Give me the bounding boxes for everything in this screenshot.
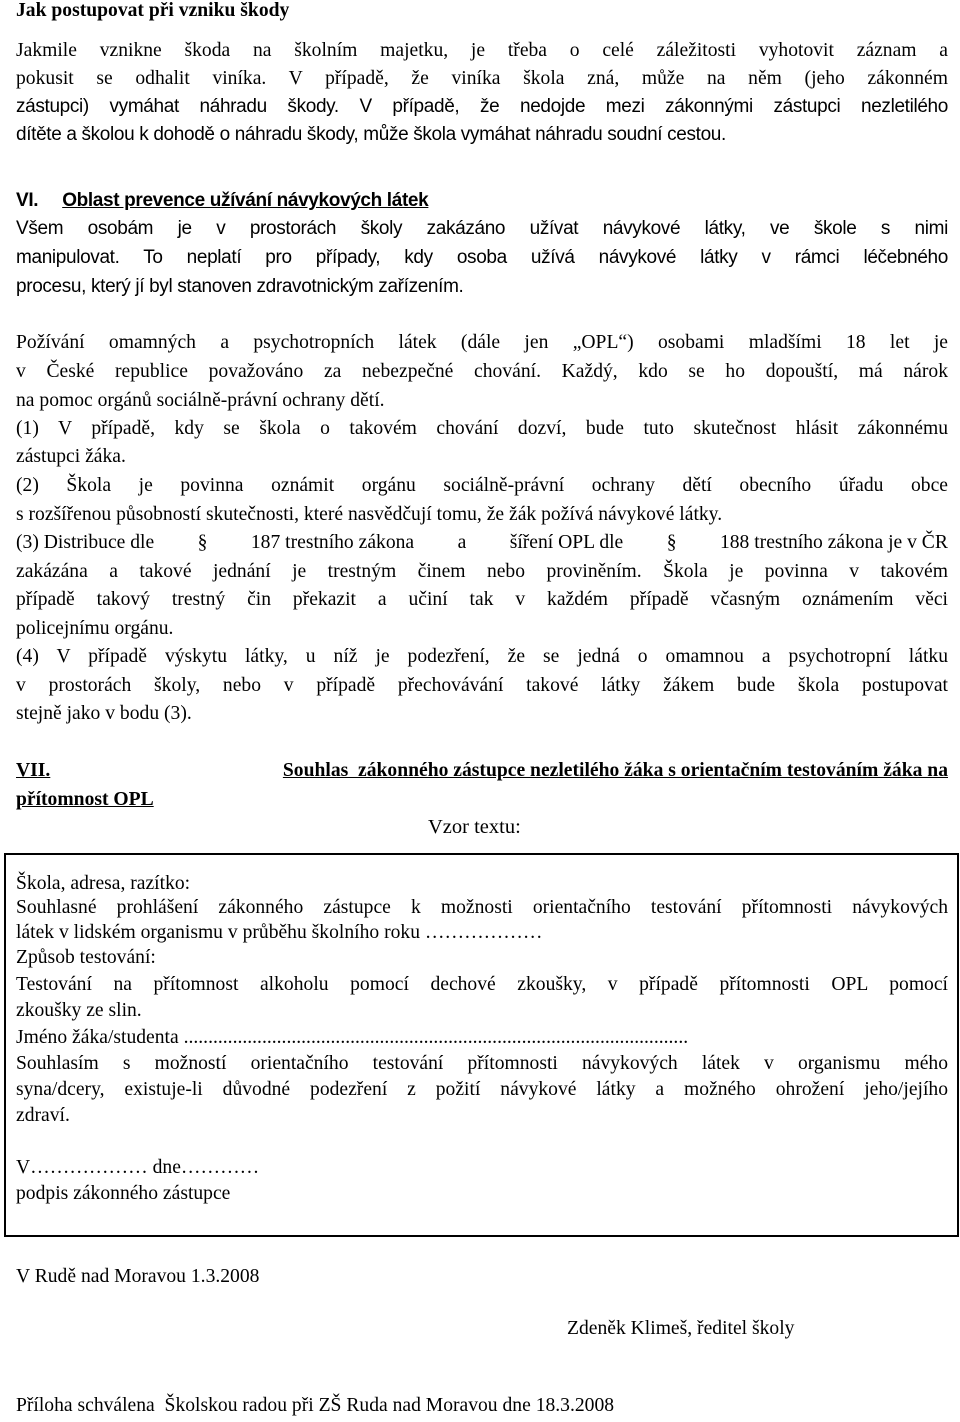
point-3-line-3: případě takový trestný čin překazit a učiní tak v každém případě včasným oznámením věci bbox=[16, 589, 948, 610]
form-signature-label: podpis zákonného zástupce bbox=[16, 1183, 231, 1204]
form-testing-line-2: zkoušky ze slin. bbox=[16, 1000, 142, 1021]
point-1-line-1: (1) V případě, kdy se škola o takovém chování dozví, bude tuto skutečnost hlásit zákonnému bbox=[16, 418, 948, 439]
point-3-line-2: zakázána a takové jednání je trestným činem nebo proviněním. Škola je povinna v takovém bbox=[16, 561, 948, 582]
form-school-label: Škola, adresa, razítko: bbox=[16, 873, 191, 894]
point-3-part-5: 188 trestního zákona je v ČR bbox=[719, 532, 948, 553]
footer-approval-note: Příloha schválena Školskou radou při ZŠ Ruda nad Moravou dne 18.3.2008 bbox=[16, 1395, 615, 1416]
opl-line-2: v České republice považováno za nebezpečné chování. Každý, kdo se ho dopouští, má nárok bbox=[16, 361, 948, 382]
point-3-part-2: 187 trestního zákona bbox=[250, 532, 415, 553]
section-vi-title: Oblast prevence užívání návykových látek bbox=[62, 190, 429, 211]
form-place-date: V……………… dne………… bbox=[16, 1157, 260, 1178]
opl-line-1: Požívání omamných a psychotropních látek (dále jen „OPL“) osobami mladšími 18 let je bbox=[16, 332, 948, 353]
form-consent-line-3: zdraví. bbox=[16, 1105, 70, 1126]
vi-line-2: manipulovat. To neplatí pro případy, kdy osoba užívá návykové látky v rámci léčebného bbox=[16, 247, 948, 268]
form-statement-line-2: látek v lidském organismu v průběhu školního roku ……………… bbox=[16, 922, 543, 943]
vi-line-3: procesu, který jí byl stanoven zdravotnickým zařízením. bbox=[16, 276, 464, 297]
point-4-line-2: v prostorách školy, nebo v případě přechovávání takové látky žákem bude škola postupovat bbox=[16, 675, 948, 696]
opl-line-3: na pomoc orgánů sociálně-právní ochrany dětí. bbox=[16, 390, 385, 411]
form-consent-line-1: Souhlasím s možností orientačního testování přítomnosti návykových látek v organismu mého bbox=[16, 1053, 948, 1074]
footer-signatory: Zdeněk Klimeš, ředitel školy bbox=[567, 1318, 795, 1339]
footer-place-date: V Rudě nad Moravou 1.3.2008 bbox=[16, 1266, 260, 1287]
section-vi-heading bbox=[16, 190, 428, 212]
form-student-name-field: Jméno žáka/studenta ....................................................................................................... bbox=[16, 1027, 689, 1048]
section-sign-b: § bbox=[666, 532, 677, 553]
point-3-part-3: a bbox=[457, 532, 467, 553]
point-2-line-2: s rozšířenou působností skutečnosti, které nasvědčují tomu, že žák požívá návykové látky. bbox=[16, 504, 723, 525]
section-vii-heading bbox=[16, 760, 948, 782]
damage-line-4: dítěte a školou k dohodě o náhradu škody, může škola vymáhat náhradu soudní cestou. bbox=[16, 124, 726, 145]
point-3-line-4: policejnímu orgánu. bbox=[16, 618, 174, 639]
form-testing-line-1: Testování na přítomnost alkoholu pomocí dechové zkoušky, v případě přítomnosti OPL pomocí bbox=[16, 974, 948, 995]
damage-line-3: zástupci) vymáhat náhradu škody. V případě, že nedojde mezi zákonnými zástupci nezletilého bbox=[16, 96, 948, 117]
section-vii-title-line-1: Souhlas zákonného zástupce nezletilého žáka s orientačním testováním žáka na bbox=[282, 760, 948, 781]
damage-heading: Jak postupovat při vzniku škody bbox=[16, 0, 290, 21]
damage-line-1: Jakmile vznikne škoda na školním majetku, je třeba o celé záležitosti vyhotovit záznam a bbox=[16, 40, 948, 61]
point-2-line-1: (2) Škola je povinna oznámit orgánu sociálně-právní ochrany dětí obecního úřadu obce bbox=[16, 475, 948, 496]
point-3-part-4: šíření OPL dle bbox=[509, 532, 624, 553]
section-sign-a: § bbox=[197, 532, 208, 553]
vi-line-1: Všem osobám je v prostorách školy zakázáno užívat návykové látky, ve škole s nimi bbox=[16, 218, 948, 239]
form-testing-label: Způsob testování: bbox=[16, 947, 156, 968]
section-vi-number: VI. bbox=[16, 190, 39, 211]
section-vii-number: VII. bbox=[16, 760, 51, 781]
point-3-line-1 bbox=[16, 532, 948, 554]
section-vii-title-line-2: přítomnost OPL bbox=[16, 789, 154, 810]
point-4-line-1: (4) V případě výskytu látky, u níž je podezření, že se jedná o omamnou a psychotropní látku bbox=[16, 646, 948, 667]
damage-line-2: pokusit se odhalit viníka. V případě, že viníka škola zná, může na něm (jeho zákonném bbox=[16, 68, 948, 89]
template-label: Vzor textu: bbox=[428, 816, 521, 838]
form-statement-line-1: Souhlasné prohlášení zákonného zástupce k možnosti orientačního testování přítomnosti návykových bbox=[16, 897, 948, 918]
form-consent-line-2: syna/dcery, existuje-li důvodné podezření z požití návykové látky a možného ohrožení jeho/jejího bbox=[16, 1079, 948, 1100]
point-3-part-1: (3) Distribuce dle bbox=[16, 532, 155, 553]
point-4-line-3: stejně jako v bodu (3). bbox=[16, 703, 192, 724]
point-1-line-2: zástupci žáka. bbox=[16, 446, 126, 467]
